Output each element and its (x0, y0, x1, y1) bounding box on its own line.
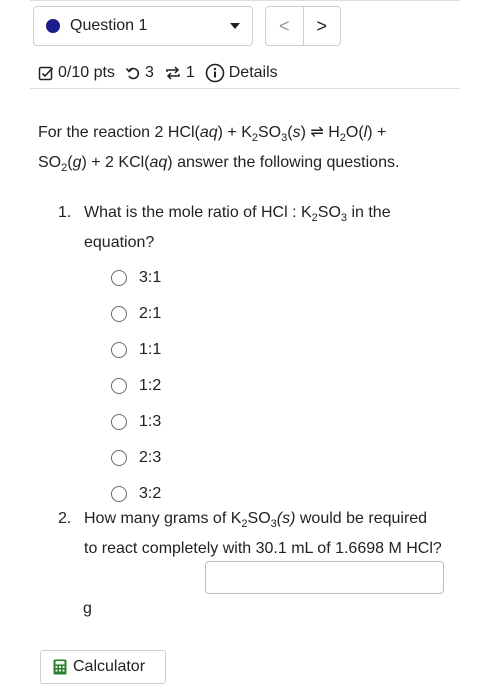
option-1-3[interactable]: 1:3 (111, 410, 161, 434)
caret-down-icon (230, 23, 240, 29)
calculator-button[interactable] (40, 650, 166, 684)
question-select-label: Question 1 (70, 17, 148, 34)
option-2-3[interactable]: 2:3 (111, 446, 161, 470)
question-2-text: How many grams of $K_2SO_3(s)$ would be required to react completely with 30.1 mL of 1.6698 M HCl? (84, 510, 442, 557)
option-2-1[interactable]: 2:1 (111, 302, 161, 326)
calculator-label: Calculator (73, 658, 146, 675)
calculator-icon (53, 659, 67, 675)
question-navigation (265, 6, 341, 46)
radio-button[interactable] (111, 486, 127, 502)
attempts-count: 3 (144, 64, 154, 81)
option-3-1[interactable]: 3:1 (111, 266, 161, 290)
option-1-1[interactable]: 1:1 (111, 338, 161, 362)
repeat-icon (164, 65, 182, 81)
option-3-2[interactable]: 3:2 (111, 482, 161, 506)
radio-button[interactable] (111, 306, 127, 322)
question-2 (58, 504, 443, 564)
top-divider (30, 0, 460, 1)
score-text: 0/10 pts (58, 64, 115, 81)
equilibrium-arrow-icon: ⇌ (310, 124, 324, 141)
question-2-number: 2. (58, 510, 72, 527)
retries-count: 1 (185, 64, 195, 81)
radio-button[interactable] (111, 450, 127, 466)
question-1-text: What is the mole ratio of HCl : $K_2SO_3$ in the equation? (84, 204, 391, 251)
question-select[interactable] (33, 6, 253, 46)
question-status-row (38, 60, 278, 86)
grams-answer-input[interactable] (205, 561, 444, 594)
option-1-2[interactable]: 1:2 (111, 374, 161, 398)
radio-button[interactable] (111, 270, 127, 286)
radio-button[interactable] (111, 378, 127, 394)
checkbox-edit-icon (38, 65, 54, 81)
info-icon[interactable] (205, 63, 225, 83)
question-status-dot-icon (46, 19, 60, 33)
radio-button[interactable] (111, 414, 127, 430)
previous-question-button[interactable]: < (266, 7, 304, 45)
question-1-number: 1. (58, 204, 72, 221)
problem-statement: For the reaction 2 $HCl(aq) + K_2SO_3(s)$ ⇌ $H_2O(l)$ + $SO_2(g) + 2$ KCl(aq) answer the following questions. (38, 124, 400, 174)
next-question-button[interactable]: > (316, 15, 327, 36)
details-link[interactable]: Details (228, 64, 278, 81)
undo-icon (125, 65, 141, 81)
header-divider (30, 88, 460, 89)
question-1 (58, 198, 438, 258)
answer-unit: g (83, 600, 92, 617)
radio-button[interactable] (111, 342, 127, 358)
